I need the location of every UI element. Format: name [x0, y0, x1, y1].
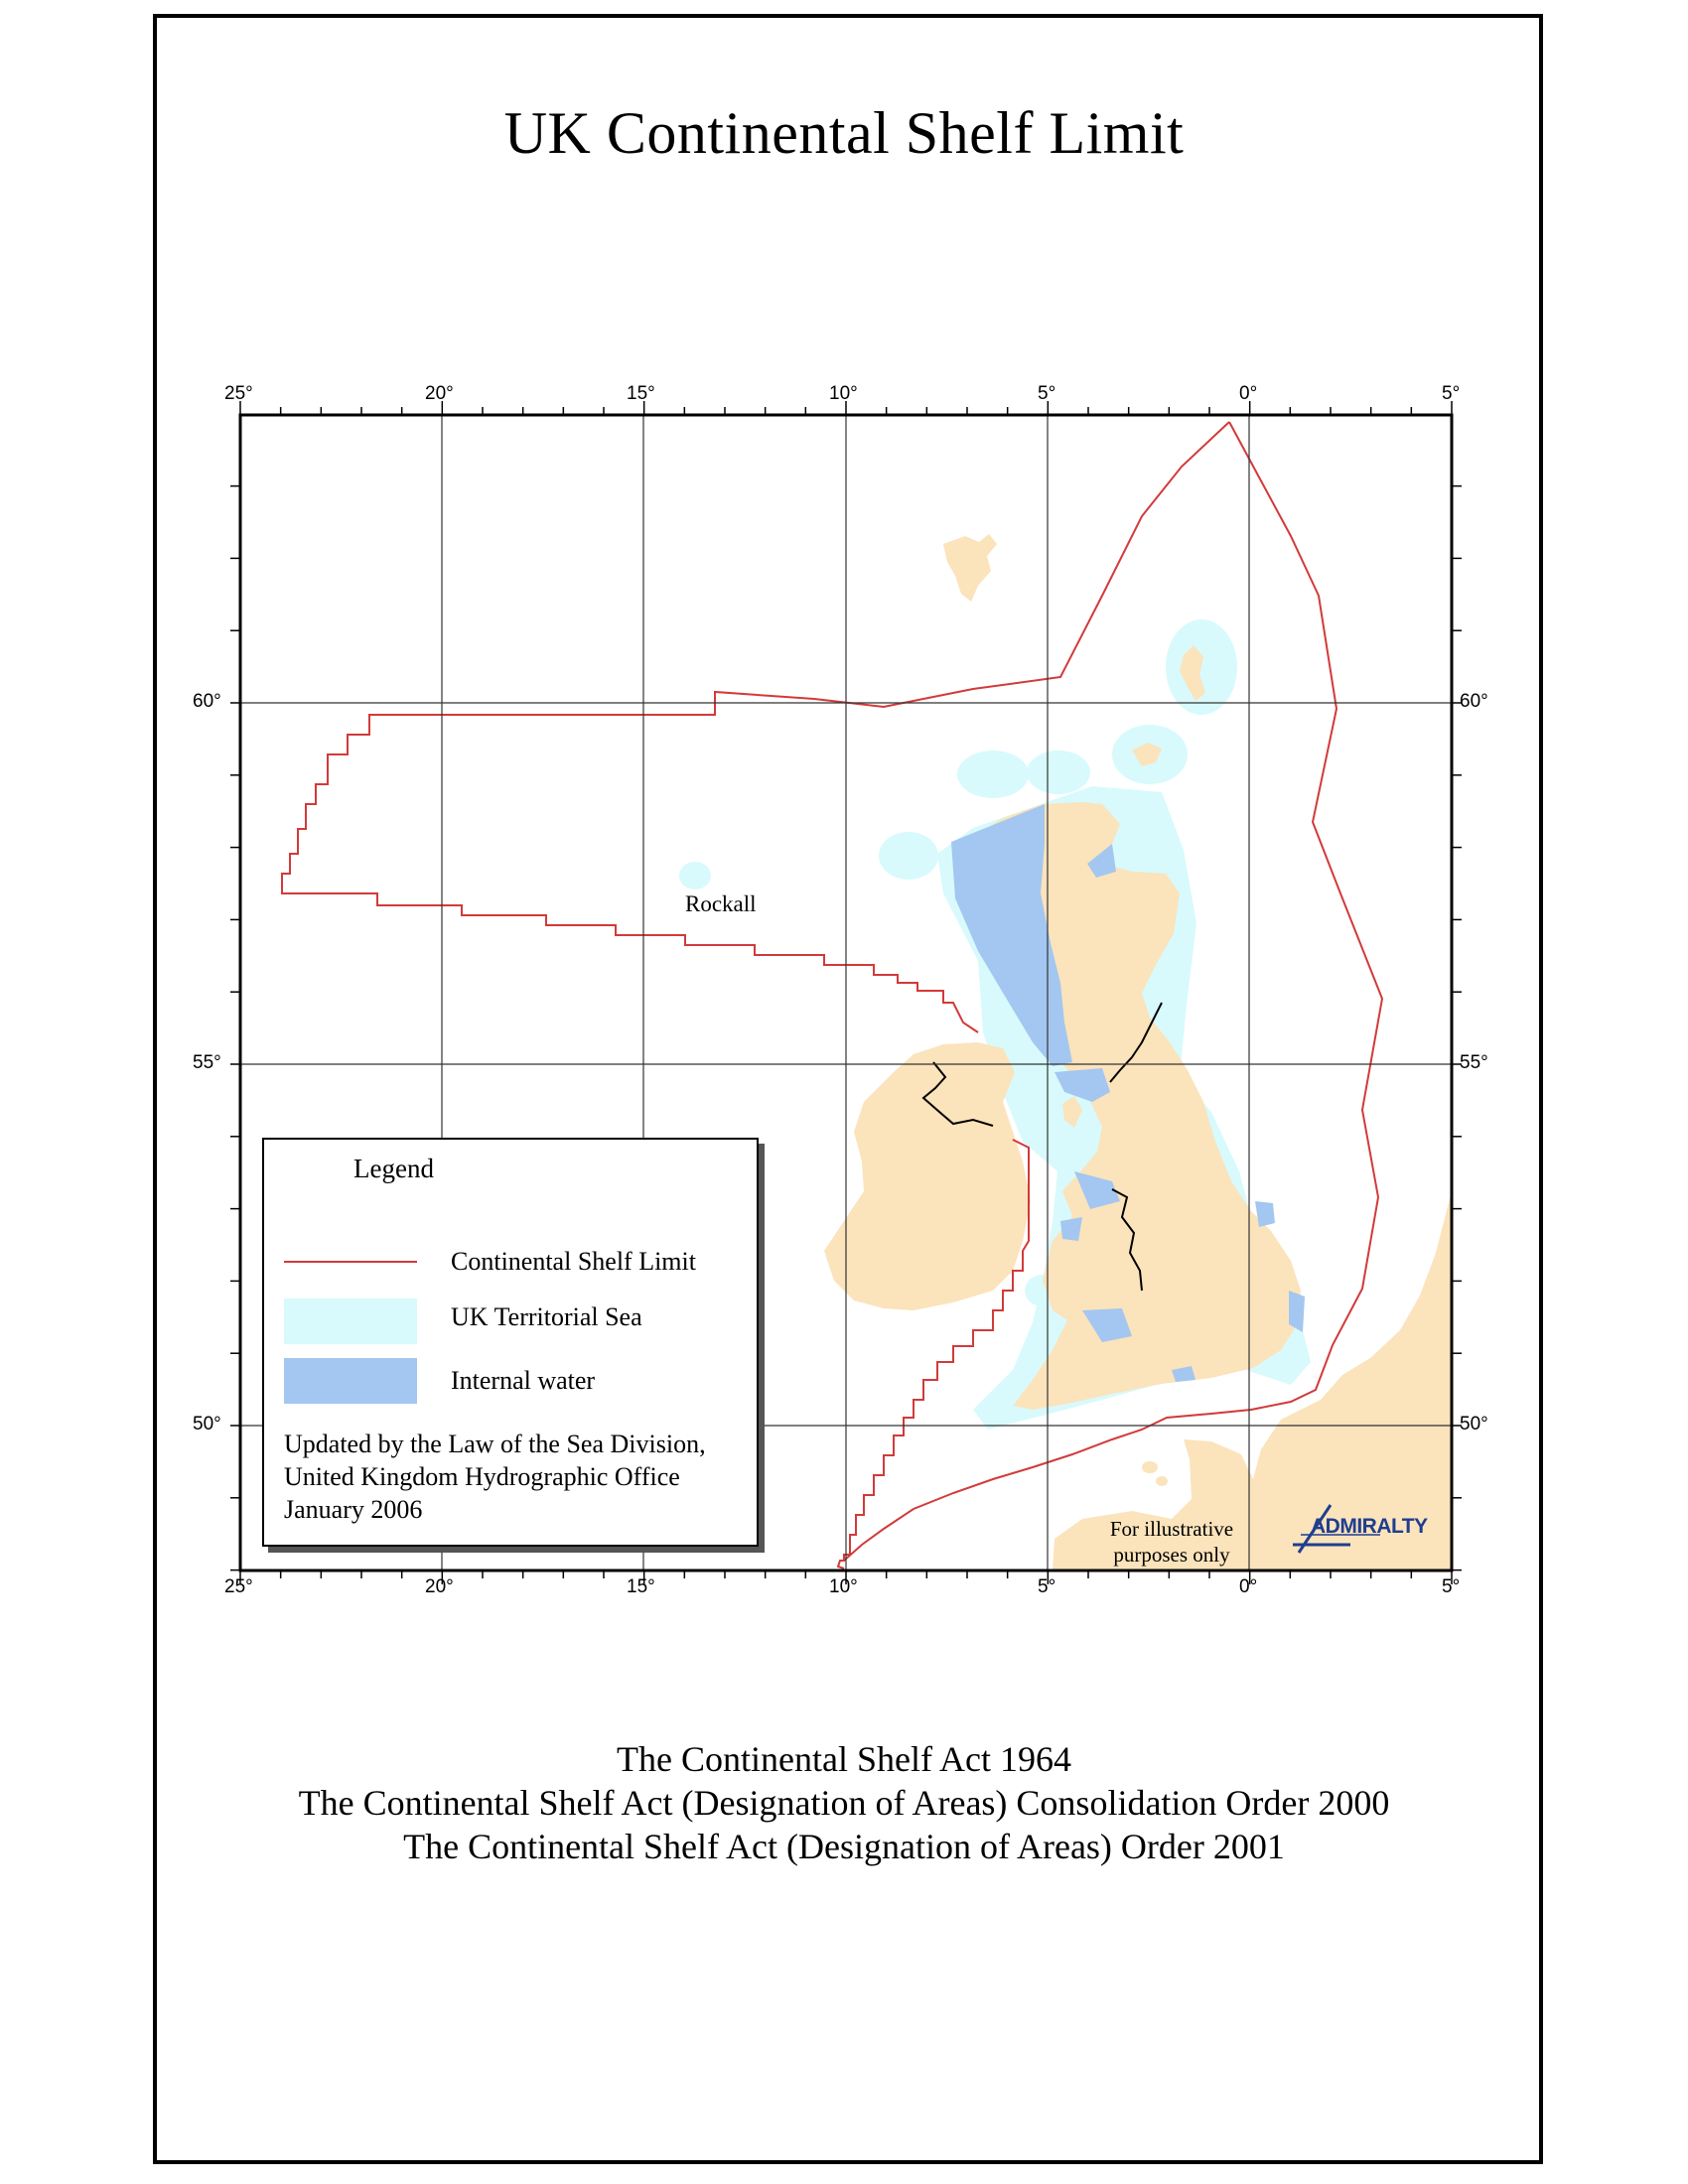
- admiralty-logo: [1291, 1501, 1440, 1561]
- lat-label: 55°: [193, 1052, 221, 1073]
- footer-legislation: [0, 1737, 1688, 1868]
- lon-label: 20°: [425, 383, 454, 404]
- lon-label: 25°: [224, 1576, 253, 1597]
- lon-label: 25°: [224, 383, 253, 404]
- lon-label: 0°: [1239, 1576, 1258, 1597]
- light-cyan-box-icon: [284, 1298, 417, 1344]
- legend-item-internal-water: [284, 1358, 741, 1404]
- lat-label: 50°: [1460, 1414, 1488, 1434]
- lon-label: 5°: [1038, 1576, 1056, 1597]
- legend-item-label: Internal water: [451, 1366, 596, 1395]
- legend-note-line: Updated by the Law of the Sea Division,: [284, 1430, 706, 1458]
- illustrative-disclaimer: [1082, 1516, 1261, 1568]
- lat-label: 50°: [193, 1414, 221, 1434]
- lon-label: 5°: [1038, 383, 1056, 404]
- lon-label: 0°: [1239, 383, 1258, 404]
- legend-title: Legend: [353, 1154, 434, 1183]
- rockall-label: Rockall: [685, 891, 757, 916]
- footer-line: The Continental Shelf Act (Designation of Areas) Order 2001: [403, 1827, 1285, 1866]
- lat-label: 55°: [1460, 1052, 1488, 1073]
- footer-line: The Continental Shelf Act (Designation of Areas) Consolidation Order 2000: [298, 1783, 1390, 1823]
- logo-name: ADMIRALTY: [1311, 1515, 1428, 1538]
- footer-line: The Continental Shelf Act 1964: [617, 1739, 1071, 1779]
- lat-label: 60°: [193, 691, 221, 712]
- lon-label: 15°: [627, 383, 655, 404]
- legend-note-line: January 2006: [284, 1495, 423, 1524]
- legend-item-label: Continental Shelf Limit: [451, 1247, 696, 1276]
- disclaimer-line: purposes only: [1113, 1543, 1230, 1567]
- legend-note-line: United Kingdom Hydrographic Office: [284, 1462, 680, 1491]
- lon-label: 5°: [1442, 383, 1461, 404]
- legend-note: [284, 1428, 706, 1526]
- disclaimer-line: For illustrative: [1109, 1517, 1234, 1541]
- red-line-icon: [284, 1239, 417, 1285]
- blue-box-icon: [284, 1358, 417, 1404]
- lat-label: 60°: [1460, 691, 1488, 712]
- legend-item-territorial-sea: [284, 1285, 741, 1330]
- lon-label: 10°: [829, 383, 858, 404]
- lon-label: 20°: [425, 1576, 454, 1597]
- lon-label: 15°: [627, 1576, 655, 1597]
- legend-box: [262, 1138, 759, 1547]
- legend-item-shelf-limit: [284, 1239, 741, 1285]
- page-title: UK Continental Shelf Limit: [503, 100, 1185, 166]
- lon-label: 10°: [829, 1576, 858, 1597]
- lon-label: 5°: [1442, 1576, 1461, 1597]
- legend-item-label: UK Territorial Sea: [451, 1302, 642, 1331]
